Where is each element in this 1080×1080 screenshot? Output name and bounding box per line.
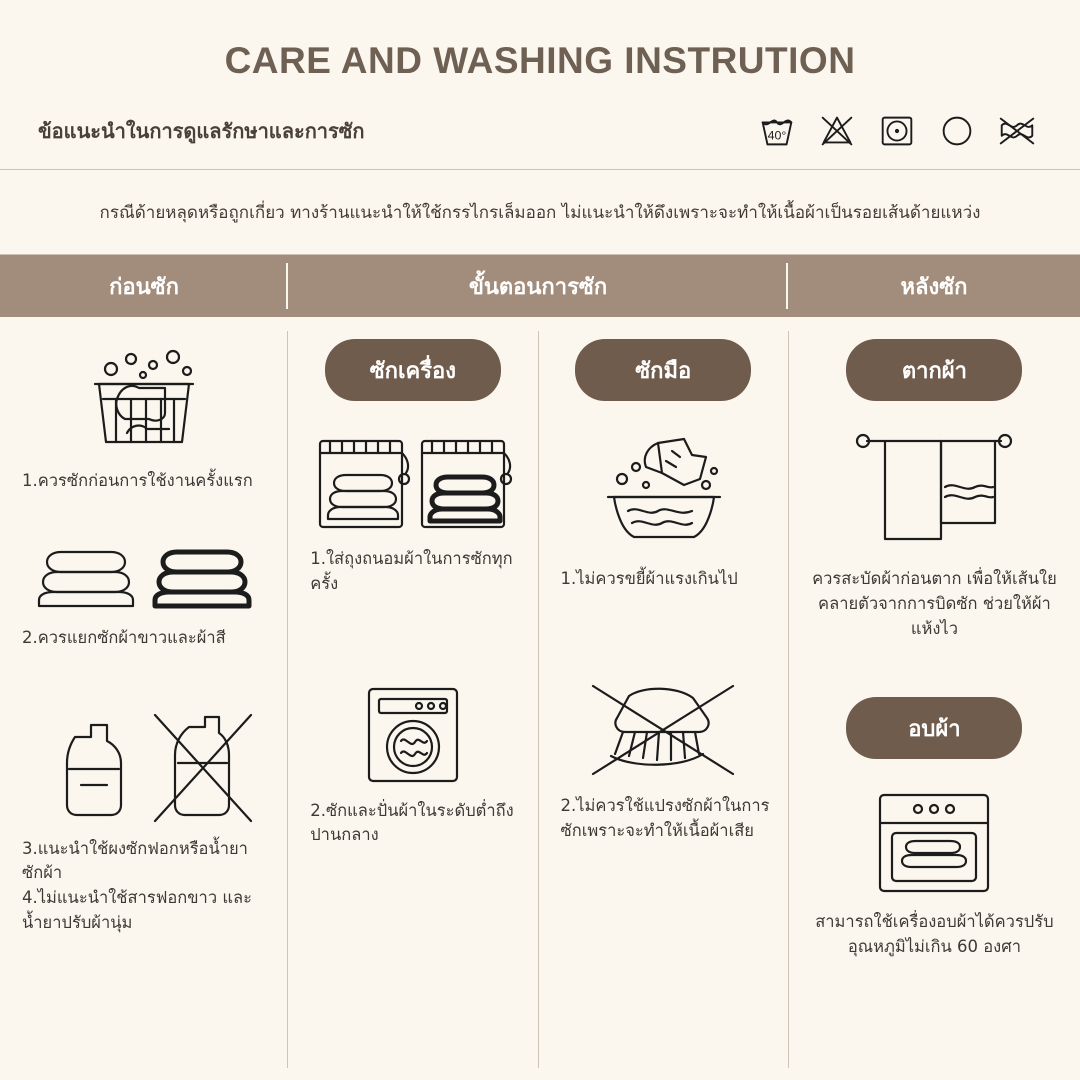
column-machine-wash	[288, 317, 537, 1074]
folded-towels-icon	[0, 536, 287, 616]
svg-text:40°: 40°	[767, 128, 787, 143]
tumble-dry-pill: อบผ้า	[846, 697, 1022, 759]
wash-40-icon	[756, 110, 798, 152]
machine-caption-1: 1.ใส่ถุงถนอมผ้าในการซักทุกครั้ง	[310, 549, 513, 593]
before-item-1	[0, 339, 287, 494]
hand-item-2	[539, 674, 788, 844]
before-item-3	[0, 707, 287, 936]
before-caption-3-line1: 3.แนะนำใช้ผงซักฟอกหรือน้ำยา	[22, 838, 248, 858]
page-title: CARE AND WASHING INSTRUTION	[224, 40, 856, 81]
column-after-wash	[789, 317, 1080, 1074]
do-not-bleach-icon	[816, 110, 858, 152]
subheader-text: ข้อแนะนำในการดูแลรักษาและการซัก	[38, 118, 365, 143]
dryer-icon	[789, 785, 1080, 900]
after-item-1	[789, 427, 1080, 641]
after-caption-1: ควรสะบัดผ้าก่อนตาก เพื่อให้เส้นใยคลายตัวจากการบิดซัก ช่วยให้ผ้าแห้งไว	[812, 569, 1057, 638]
hand-wash-pill: ซักมือ	[575, 339, 751, 401]
thread-note: กรณีด้ายหลุดหรือถูกเกี่ยว ทางร้านแนะนำให้ใช้กรรไกรเล็มออก ไม่แนะนำให้ดึงเพราะจะทำให้เนื้อผ้าเป็นรอยเส้นด้ายแหว่ง	[0, 170, 1080, 255]
column-heading-before: ก่อนซัก	[0, 255, 288, 317]
content-columns	[0, 317, 1080, 1074]
column-heading-band	[0, 255, 1080, 317]
do-not-wring-icon	[996, 110, 1038, 152]
hand-caption-1: 1.ไม่ควรขยี้ผ้าแรงเกินไป	[560, 569, 738, 588]
before-caption-4-line1: 4.ไม่แนะนำใช้สารฟอกขาว และ	[22, 888, 252, 907]
care-symbols	[756, 110, 1038, 152]
machine-item-1	[288, 427, 537, 597]
column-before-wash	[0, 317, 287, 1074]
before-caption-4-line2: น้ำยาปรับผ้านุ่ม	[22, 912, 133, 932]
after-item-2	[789, 785, 1080, 960]
hang-dry-pill: ตากผ้า	[846, 339, 1022, 401]
column-heading-after: หลังซัก	[900, 274, 968, 300]
column-heading-during: ขั้นตอนการซัก	[288, 255, 788, 317]
machine-wash-pill: ซักเครื่อง	[325, 339, 501, 401]
towel-rack-icon	[789, 427, 1080, 557]
hand-caption-2: 2.ไม่ควรใช้แปรงซักผ้าในการซักเพราะจะทำให้เนื้อผ้าเสีย	[560, 795, 770, 840]
machine-item-2	[288, 679, 537, 849]
before-item-2	[0, 536, 287, 651]
subheader	[0, 92, 1080, 170]
dry-icon	[936, 110, 978, 152]
before-caption-3-line2: ซักผ้า	[22, 863, 63, 883]
after-caption-2: สามารถใช้เครื่องอบผ้าได้ควรปรับอุณหภูมิไม่เกิน 60 องศา	[815, 912, 1054, 956]
tumble-dry-low-icon	[876, 110, 918, 152]
hand-wash-basin-icon	[539, 427, 788, 557]
column-hand-wash	[539, 317, 788, 1074]
before-caption-2: 2.ควรแยกซักผ้าขาวและผ้าสี	[22, 627, 226, 647]
detergent-no-bleach-icon	[0, 707, 287, 827]
hand-item-1	[539, 427, 788, 592]
machine-caption-2: 2.ซักและปั่นผ้าในระดับต่ำถึงปานกลาง	[310, 800, 514, 845]
laundry-basket-icon	[0, 339, 287, 459]
before-caption-1: 1.ควรซักก่อนการใช้งานครั้งแรก	[22, 471, 253, 490]
no-brush-icon	[539, 674, 788, 784]
laundry-bag-icon	[288, 427, 537, 537]
washing-machine-icon	[288, 679, 537, 789]
